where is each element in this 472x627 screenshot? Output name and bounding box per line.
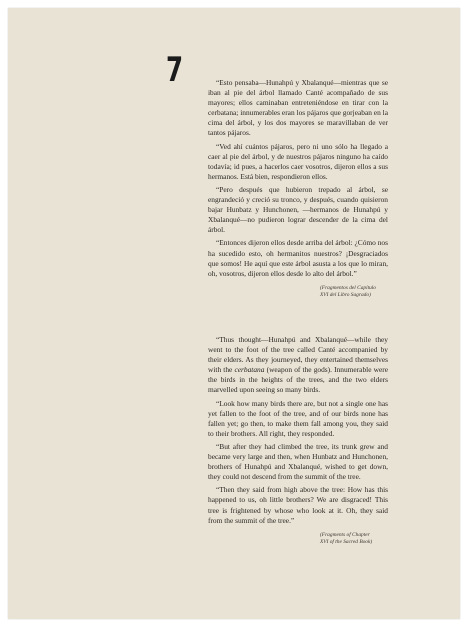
page-number: 7	[166, 50, 184, 90]
spanish-source-line-2: XVI del Libro Sagrado)	[320, 291, 371, 298]
cerbatana-term: cerbatana	[234, 365, 265, 375]
english-paragraph-1	[208, 335, 388, 396]
english-paragraph-1-start: “Thus thought—Hunahpú and Xbalanqué—while they went to the foot of the tree called Canté accompanied by their elders. As they journeyed, they entertained themselves with the	[208, 335, 388, 375]
english-paragraph-4: “Then they said from high above the tree: How has this happened to us, oh little brothers? We are disgraced! This tree is frightened by whose who look at it. Oh, they said from the summit of the tree.”	[208, 485, 388, 525]
spanish-paragraph-4: “Entonces dijeron ellos desde arriba del árbol: ¿Cómo nos ha sucedido esto, oh hermanitos nuestros? ¡Desgraciados que somos! He aquí que este árbol asusta a los que lo miran, oh, vosotros, dijeron ellos desde lo alto del árbol.”	[208, 238, 388, 278]
spanish-paragraph-1: “Esto pensaba—Hunahpú y Xbalanqué—mientras que se iban al pie del árbol llamado Canté acompañado de sus mayores; ellos caminaban entreteniéndose en tirar con la cerbatana; innumerables eran los pájaros que gorjeaban en la cima del árbol, y los dos mayores se maravillaban de ver tantos pájaros.	[208, 78, 388, 138]
english-paragraph-3: “But after they had climbed the tree, its trunk grew and became very large and then, when Hunbatz and Hunchonen, brothers of Hunahpú and Xbalanqué, wished to get down, they could not descend from the summit of the tree.	[208, 441, 388, 482]
english-paragraph-1-end: (weapon of the gods). Innumerable were the birds in the heights of the trees, and the two elders marvelled upon seeing so many birds.	[208, 365, 388, 395]
spanish-source-citation	[208, 285, 388, 299]
english-text-block	[208, 335, 388, 546]
english-source-citation	[208, 532, 388, 546]
book-page	[8, 8, 460, 619]
english-paragraph-2: “Look how many birds there are, but not a single one has yet fallen to the foot of the tree, and of our birds none has fallen yet; go then, to make them fall among you, they said to their brothers. All right, they responded.	[208, 398, 388, 438]
english-source-line-2: XVI of the Sacred Book)	[320, 538, 373, 545]
spanish-text-block	[208, 78, 388, 299]
spanish-source-line-1: (Fragmentos del Capítulo	[320, 284, 376, 291]
english-source-line-1: (Fragments of Chapter	[320, 531, 370, 538]
spanish-paragraph-3: “Pero después que hubieron trepado al árbol, se engrandeció y creció su tronco, y después, cuando quisieron bajar Hunbatz y Hunchonen, —hermanos de Hunahpú y Xbalanqué—no pudieron lograr descender de la cima del árbol.	[208, 184, 388, 235]
spanish-paragraph-2: “Ved ahí cuántos pájaros, pero ni uno sólo ha llegado a caer al pie del árbol, y de nuestros pájaros ninguno ha caído todavía; id pues, a hacerlos caer vosotros, dijeron ellos a sus hermanos. Está bien, respondieron ellos.	[208, 141, 388, 181]
